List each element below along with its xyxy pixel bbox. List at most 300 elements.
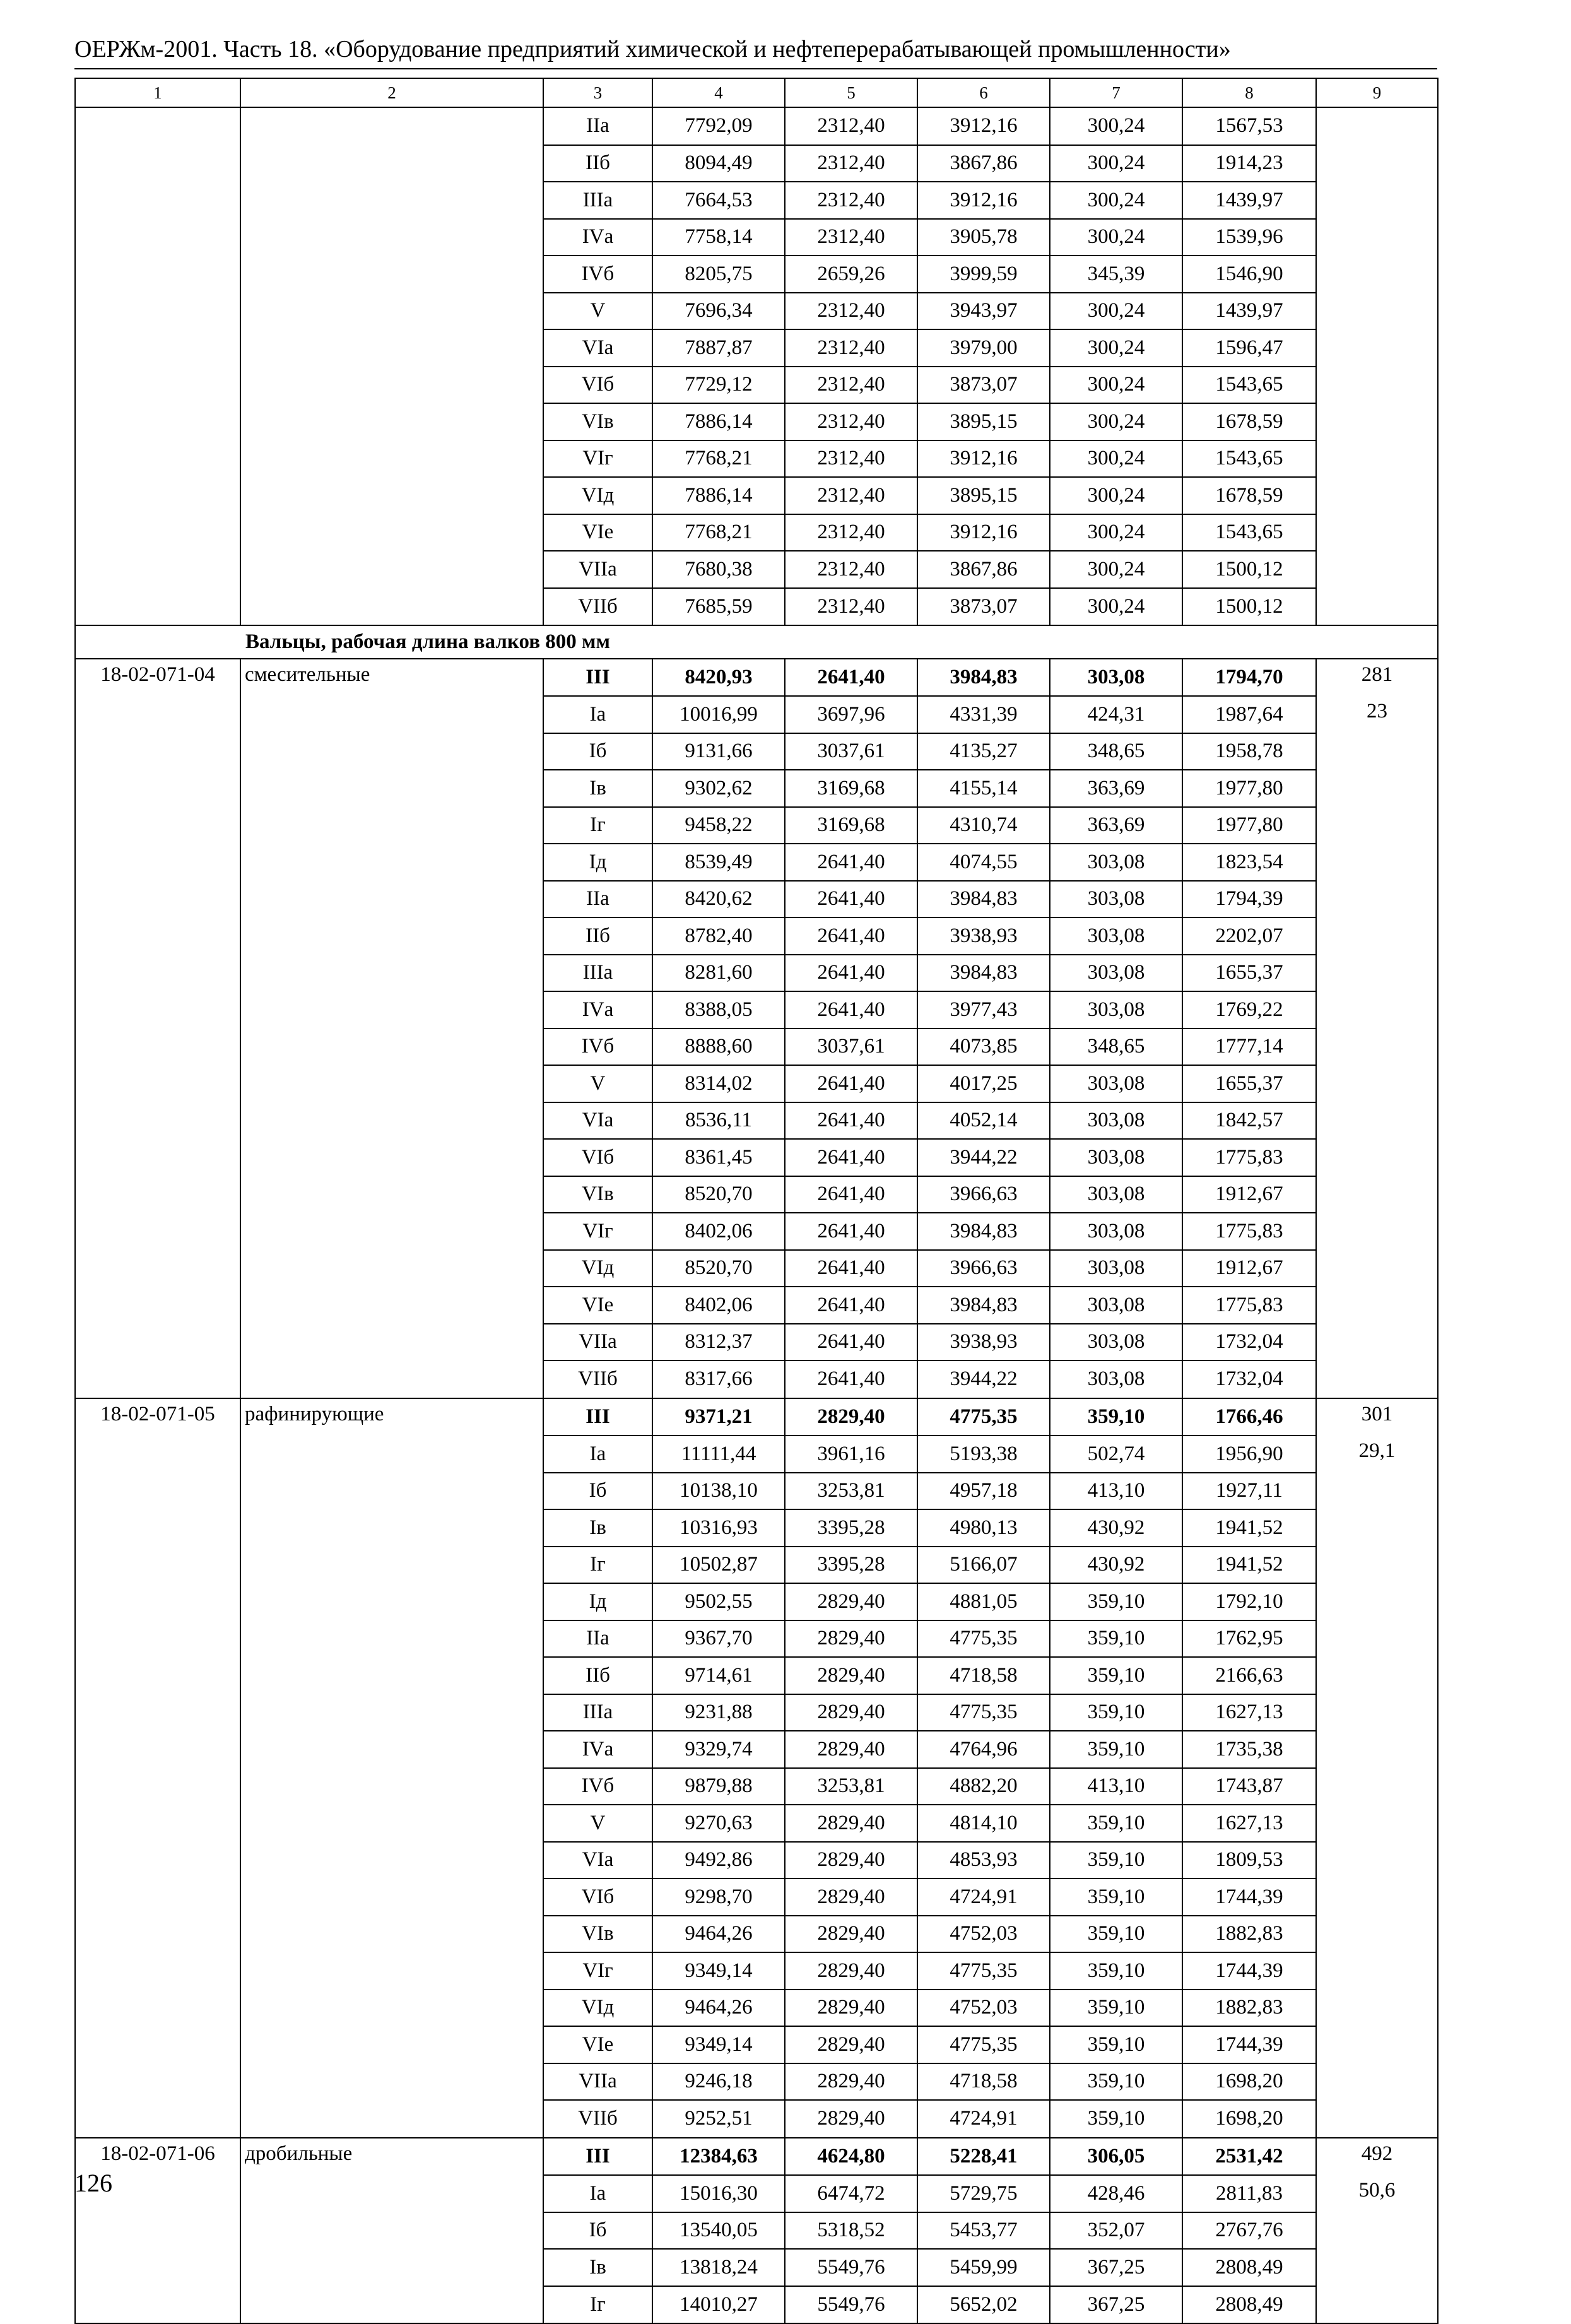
empty-cell bbox=[1316, 1102, 1438, 1140]
empty-cell bbox=[1316, 1139, 1438, 1176]
value-cell: 303,08 bbox=[1050, 955, 1182, 992]
value-cell: 502,74 bbox=[1050, 1436, 1182, 1473]
value-cell: 2641,40 bbox=[785, 659, 917, 697]
empty-cell bbox=[240, 1360, 543, 1398]
value-cell: 3697,96 bbox=[785, 696, 917, 733]
region-cell: VIб bbox=[543, 367, 652, 404]
table-row bbox=[75, 1842, 1438, 1879]
value-cell: 4310,74 bbox=[917, 807, 1050, 844]
value-cell: 4814,10 bbox=[917, 1805, 1050, 1842]
value-cell: 13540,05 bbox=[652, 2212, 785, 2250]
region-cell: IVа bbox=[543, 991, 652, 1029]
empty-cell bbox=[1316, 329, 1438, 367]
value-cell: 1439,97 bbox=[1182, 293, 1316, 330]
empty-cell bbox=[75, 1805, 240, 1842]
region-cell: VIв bbox=[543, 403, 652, 440]
empty-cell bbox=[240, 1250, 543, 1287]
value-cell: 1958,78 bbox=[1182, 733, 1316, 770]
value-cell: 3944,22 bbox=[917, 1139, 1050, 1176]
value-cell: 367,25 bbox=[1050, 2286, 1182, 2324]
value-cell: 3961,16 bbox=[785, 1436, 917, 1473]
value-cell: 1500,12 bbox=[1182, 588, 1316, 626]
value-cell: 3938,93 bbox=[917, 1324, 1050, 1361]
value-cell: 3169,68 bbox=[785, 770, 917, 807]
table-row bbox=[75, 2212, 1438, 2250]
empty-cell bbox=[240, 696, 543, 733]
value-cell: 4957,18 bbox=[917, 1473, 1050, 1510]
empty-cell bbox=[1316, 1250, 1438, 1287]
region-cell: VIа bbox=[543, 1102, 652, 1140]
value-cell: 359,10 bbox=[1050, 1952, 1182, 1990]
column-number: 7 bbox=[1050, 78, 1182, 107]
table-row bbox=[75, 1694, 1438, 1731]
empty-cell bbox=[75, 1250, 240, 1287]
table-row bbox=[75, 1139, 1438, 1176]
value-cell: 7758,14 bbox=[652, 219, 785, 256]
region-cell: Iв bbox=[543, 1509, 652, 1547]
value-cell: 1987,64 bbox=[1182, 696, 1316, 733]
region-cell: IIа bbox=[543, 881, 652, 918]
table-row bbox=[75, 844, 1438, 881]
value-cell: 1735,38 bbox=[1182, 1731, 1316, 1768]
value-cell: 428,46 bbox=[1050, 2175, 1182, 2212]
value-cell: 2312,40 bbox=[785, 293, 917, 330]
value-cell: 9464,26 bbox=[652, 1916, 785, 1953]
empty-cell bbox=[240, 256, 543, 293]
value-cell: 4752,03 bbox=[917, 1990, 1050, 2027]
table-row bbox=[75, 145, 1438, 182]
empty-cell bbox=[75, 107, 240, 145]
value-cell: 413,10 bbox=[1050, 1768, 1182, 1805]
value-cell: 8361,45 bbox=[652, 1139, 785, 1176]
empty-cell bbox=[240, 1657, 543, 1694]
empty-cell bbox=[1316, 107, 1438, 145]
value-cell: 1766,46 bbox=[1182, 1398, 1316, 1436]
value-cell: 10502,87 bbox=[652, 1547, 785, 1584]
region-cell: IIа bbox=[543, 1620, 652, 1658]
empty-cell bbox=[75, 917, 240, 955]
empty-cell bbox=[75, 733, 240, 770]
rates-table-body bbox=[75, 78, 1438, 2323]
value-cell: 5166,07 bbox=[917, 1547, 1050, 1584]
value-cell: 1543,65 bbox=[1182, 514, 1316, 552]
value-cell: 1809,53 bbox=[1182, 1842, 1316, 1879]
empty-cell bbox=[1316, 807, 1438, 844]
empty-cell bbox=[75, 991, 240, 1029]
value-cell: 9231,88 bbox=[652, 1694, 785, 1731]
empty-cell bbox=[1316, 1842, 1438, 1879]
empty-cell bbox=[1316, 1620, 1438, 1658]
empty-cell bbox=[75, 1065, 240, 1102]
value-cell: 4881,05 bbox=[917, 1583, 1050, 1620]
section-row bbox=[75, 625, 1438, 659]
value-cell: 300,24 bbox=[1050, 403, 1182, 440]
empty-cell bbox=[75, 955, 240, 992]
value-cell: 303,08 bbox=[1050, 1360, 1182, 1398]
region-cell: VIе bbox=[543, 514, 652, 552]
value-cell: 4980,13 bbox=[917, 1509, 1050, 1547]
value-cell: 9502,55 bbox=[652, 1583, 785, 1620]
value-cell: 9458,22 bbox=[652, 807, 785, 844]
table-row bbox=[75, 1213, 1438, 1250]
value-cell: 8281,60 bbox=[652, 955, 785, 992]
value-cell: 1439,97 bbox=[1182, 182, 1316, 219]
value-cell: 8205,75 bbox=[652, 256, 785, 293]
region-cell: Iг bbox=[543, 2286, 652, 2324]
region-cell: Iа bbox=[543, 1436, 652, 1473]
value-cell: 3912,16 bbox=[917, 440, 1050, 478]
region-cell: VIIа bbox=[543, 1324, 652, 1361]
value-cell: 300,24 bbox=[1050, 588, 1182, 626]
value-cell: 1732,04 bbox=[1182, 1324, 1316, 1361]
value-cell: 11111,44 bbox=[652, 1436, 785, 1473]
value-cell: 352,07 bbox=[1050, 2212, 1182, 2250]
value-cell: 303,08 bbox=[1050, 1139, 1182, 1176]
value-cell: 303,08 bbox=[1050, 844, 1182, 881]
region-cell: VIе bbox=[543, 2026, 652, 2063]
region-cell: VIд bbox=[543, 1990, 652, 2027]
value-cell: 8402,06 bbox=[652, 1213, 785, 1250]
empty-cell bbox=[240, 2026, 543, 2063]
value-cell: 300,24 bbox=[1050, 145, 1182, 182]
empty-cell bbox=[75, 1952, 240, 1990]
empty-cell bbox=[75, 1139, 240, 1176]
empty-cell bbox=[1316, 1176, 1438, 1213]
value-cell: 2641,40 bbox=[785, 1176, 917, 1213]
value-cell: 303,08 bbox=[1050, 1213, 1182, 1250]
value-cell: 1743,87 bbox=[1182, 1768, 1316, 1805]
value-cell: 8094,49 bbox=[652, 145, 785, 182]
region-cell: Iг bbox=[543, 807, 652, 844]
empty-cell bbox=[1316, 477, 1438, 514]
region-cell: Iа bbox=[543, 696, 652, 733]
value-cell: 3943,97 bbox=[917, 293, 1050, 330]
region-cell: VIв bbox=[543, 1176, 652, 1213]
empty-cell bbox=[75, 1213, 240, 1250]
table-row bbox=[75, 2026, 1438, 2063]
resource-cell: 23 bbox=[1316, 696, 1438, 733]
empty-cell bbox=[240, 1324, 543, 1361]
value-cell: 306,05 bbox=[1050, 2138, 1182, 2176]
empty-cell bbox=[240, 1583, 543, 1620]
value-cell: 9464,26 bbox=[652, 1990, 785, 2027]
value-cell: 359,10 bbox=[1050, 1731, 1182, 1768]
value-cell: 424,31 bbox=[1050, 696, 1182, 733]
value-cell: 1956,90 bbox=[1182, 1436, 1316, 1473]
value-cell: 9302,62 bbox=[652, 770, 785, 807]
value-cell: 5652,02 bbox=[917, 2286, 1050, 2324]
empty-cell bbox=[75, 588, 240, 626]
empty-cell bbox=[1316, 1694, 1438, 1731]
value-cell: 2829,40 bbox=[785, 1916, 917, 1953]
value-cell: 300,24 bbox=[1050, 477, 1182, 514]
value-cell: 8312,37 bbox=[652, 1324, 785, 1361]
empty-cell bbox=[75, 256, 240, 293]
table-row bbox=[75, 1620, 1438, 1658]
table-row bbox=[75, 1065, 1438, 1102]
value-cell: 2641,40 bbox=[785, 1102, 917, 1140]
value-cell: 3867,86 bbox=[917, 551, 1050, 588]
empty-cell bbox=[240, 733, 543, 770]
value-cell: 2829,40 bbox=[785, 1583, 917, 1620]
region-cell: IIб bbox=[543, 145, 652, 182]
empty-cell bbox=[1316, 256, 1438, 293]
value-cell: 4752,03 bbox=[917, 1916, 1050, 1953]
value-cell: 2829,40 bbox=[785, 1879, 917, 1916]
value-cell: 9349,14 bbox=[652, 1952, 785, 1990]
value-cell: 2641,40 bbox=[785, 917, 917, 955]
value-cell: 4775,35 bbox=[917, 2026, 1050, 2063]
region-cell: Iб bbox=[543, 2212, 652, 2250]
region-cell: IVб bbox=[543, 256, 652, 293]
value-cell: 2641,40 bbox=[785, 881, 917, 918]
empty-cell bbox=[75, 514, 240, 552]
value-cell: 3984,83 bbox=[917, 1213, 1050, 1250]
value-cell: 9131,66 bbox=[652, 733, 785, 770]
empty-cell bbox=[240, 514, 543, 552]
empty-cell bbox=[240, 440, 543, 478]
value-cell: 15016,30 bbox=[652, 2175, 785, 2212]
value-cell: 359,10 bbox=[1050, 1694, 1182, 1731]
empty-cell bbox=[240, 1768, 543, 1805]
value-cell: 3984,83 bbox=[917, 1287, 1050, 1324]
region-cell: VIIб bbox=[543, 588, 652, 626]
value-cell: 2312,40 bbox=[785, 329, 917, 367]
value-cell: 1941,52 bbox=[1182, 1509, 1316, 1547]
table-row bbox=[75, 1436, 1438, 1473]
value-cell: 4718,58 bbox=[917, 1657, 1050, 1694]
empty-cell bbox=[75, 1176, 240, 1213]
value-cell: 1977,80 bbox=[1182, 770, 1316, 807]
value-cell: 300,24 bbox=[1050, 107, 1182, 145]
value-cell: 4775,35 bbox=[917, 1694, 1050, 1731]
value-cell: 303,08 bbox=[1050, 991, 1182, 1029]
empty-cell bbox=[75, 1879, 240, 1916]
column-number: 9 bbox=[1316, 78, 1438, 107]
region-cell: Iд bbox=[543, 844, 652, 881]
region-cell: VIд bbox=[543, 477, 652, 514]
value-cell: 1769,22 bbox=[1182, 991, 1316, 1029]
value-cell: 4764,96 bbox=[917, 1731, 1050, 1768]
value-cell: 1546,90 bbox=[1182, 256, 1316, 293]
empty-cell bbox=[240, 917, 543, 955]
table-row bbox=[75, 219, 1438, 256]
empty-cell bbox=[75, 1842, 240, 1879]
empty-cell bbox=[1316, 293, 1438, 330]
region-cell: V bbox=[543, 1065, 652, 1102]
empty-cell bbox=[1316, 1213, 1438, 1250]
empty-cell bbox=[75, 807, 240, 844]
region-cell: V bbox=[543, 293, 652, 330]
empty-cell bbox=[75, 293, 240, 330]
value-cell: 5459,99 bbox=[917, 2249, 1050, 2286]
table-row bbox=[75, 2063, 1438, 2101]
value-cell: 3895,15 bbox=[917, 403, 1050, 440]
value-cell: 345,39 bbox=[1050, 256, 1182, 293]
table-row bbox=[75, 1176, 1438, 1213]
resource-cell: 492 bbox=[1316, 2138, 1438, 2176]
value-cell: 9270,63 bbox=[652, 1805, 785, 1842]
empty-cell bbox=[240, 2249, 543, 2286]
empty-cell bbox=[75, 2026, 240, 2063]
empty-cell bbox=[75, 2100, 240, 2138]
value-cell: 7680,38 bbox=[652, 551, 785, 588]
value-cell: 1732,04 bbox=[1182, 1360, 1316, 1398]
region-cell: VIв bbox=[543, 1916, 652, 1953]
empty-cell bbox=[1316, 145, 1438, 182]
region-cell: III bbox=[543, 2138, 652, 2176]
value-cell: 2641,40 bbox=[785, 1250, 917, 1287]
empty-cell bbox=[75, 1694, 240, 1731]
value-cell: 2808,49 bbox=[1182, 2249, 1316, 2286]
region-cell: IVб bbox=[543, 1029, 652, 1066]
empty-cell bbox=[240, 219, 543, 256]
table-row bbox=[75, 2249, 1438, 2286]
value-cell: 303,08 bbox=[1050, 917, 1182, 955]
value-cell: 5228,41 bbox=[917, 2138, 1050, 2176]
value-cell: 2641,40 bbox=[785, 1139, 917, 1176]
empty-cell bbox=[240, 1102, 543, 1140]
value-cell: 1775,83 bbox=[1182, 1287, 1316, 1324]
value-cell: 359,10 bbox=[1050, 1990, 1182, 2027]
region-cell: III bbox=[543, 659, 652, 697]
value-cell: 2829,40 bbox=[785, 1694, 917, 1731]
value-cell: 2829,40 bbox=[785, 1842, 917, 1879]
value-cell: 4882,20 bbox=[917, 1768, 1050, 1805]
empty-cell bbox=[75, 1731, 240, 1768]
value-cell: 1698,20 bbox=[1182, 2100, 1316, 2138]
value-cell: 4052,14 bbox=[917, 1102, 1050, 1140]
region-cell: VIд bbox=[543, 1250, 652, 1287]
table-row bbox=[75, 770, 1438, 807]
value-cell: 2641,40 bbox=[785, 1065, 917, 1102]
value-cell: 2829,40 bbox=[785, 1990, 917, 2027]
empty-cell bbox=[75, 551, 240, 588]
value-cell: 359,10 bbox=[1050, 2100, 1182, 2138]
value-cell: 3984,83 bbox=[917, 881, 1050, 918]
value-cell: 1775,83 bbox=[1182, 1213, 1316, 1250]
region-cell: VIIб bbox=[543, 1360, 652, 1398]
empty-cell bbox=[240, 1436, 543, 1473]
value-cell: 1678,59 bbox=[1182, 403, 1316, 440]
value-cell: 7768,21 bbox=[652, 514, 785, 552]
region-cell: IIIа bbox=[543, 955, 652, 992]
empty-cell bbox=[240, 182, 543, 219]
value-cell: 4775,35 bbox=[917, 1398, 1050, 1436]
value-cell: 2312,40 bbox=[785, 514, 917, 552]
empty-cell bbox=[1316, 733, 1438, 770]
value-cell: 1912,67 bbox=[1182, 1176, 1316, 1213]
empty-cell bbox=[75, 1473, 240, 1510]
table-row bbox=[75, 733, 1438, 770]
empty-cell bbox=[1316, 991, 1438, 1029]
value-cell: 1744,39 bbox=[1182, 2026, 1316, 2063]
value-cell: 2641,40 bbox=[785, 991, 917, 1029]
value-cell: 1627,13 bbox=[1182, 1805, 1316, 1842]
value-cell: 300,24 bbox=[1050, 440, 1182, 478]
empty-cell bbox=[1316, 770, 1438, 807]
resource-cell: 281 bbox=[1316, 659, 1438, 697]
column-number: 1 bbox=[75, 78, 240, 107]
value-cell: 430,92 bbox=[1050, 1509, 1182, 1547]
empty-cell bbox=[1316, 403, 1438, 440]
value-cell: 359,10 bbox=[1050, 1398, 1182, 1436]
name-cell: рафинирующие bbox=[240, 1398, 543, 1436]
empty-cell bbox=[75, 1768, 240, 1805]
value-cell: 8539,49 bbox=[652, 844, 785, 881]
table-row bbox=[75, 917, 1438, 955]
value-cell: 3873,07 bbox=[917, 367, 1050, 404]
table-row bbox=[75, 2286, 1438, 2324]
section-title: Вальцы, рабочая длина валков 800 мм bbox=[240, 625, 1438, 659]
empty-cell bbox=[75, 219, 240, 256]
value-cell: 2202,07 bbox=[1182, 917, 1316, 955]
column-number: 3 bbox=[543, 78, 652, 107]
value-cell: 300,24 bbox=[1050, 514, 1182, 552]
value-cell: 9329,74 bbox=[652, 1731, 785, 1768]
value-cell: 14010,27 bbox=[652, 2286, 785, 2324]
empty-cell bbox=[1316, 440, 1438, 478]
value-cell: 2659,26 bbox=[785, 256, 917, 293]
value-cell: 4724,91 bbox=[917, 1879, 1050, 1916]
empty-cell bbox=[240, 1731, 543, 1768]
empty-cell bbox=[1316, 1287, 1438, 1324]
value-cell: 300,24 bbox=[1050, 367, 1182, 404]
value-cell: 1794,70 bbox=[1182, 659, 1316, 697]
empty-cell bbox=[75, 2063, 240, 2101]
value-cell: 3253,81 bbox=[785, 1473, 917, 1510]
column-number: 8 bbox=[1182, 78, 1316, 107]
table-row bbox=[75, 1990, 1438, 2027]
empty-cell bbox=[1316, 588, 1438, 626]
value-cell: 2767,76 bbox=[1182, 2212, 1316, 2250]
value-cell: 1914,23 bbox=[1182, 145, 1316, 182]
empty-cell bbox=[240, 1879, 543, 1916]
empty-cell bbox=[75, 1657, 240, 1694]
value-cell: 7685,59 bbox=[652, 588, 785, 626]
value-cell: 3984,83 bbox=[917, 955, 1050, 992]
value-cell: 3867,86 bbox=[917, 145, 1050, 182]
table-row bbox=[75, 1916, 1438, 1953]
empty-cell bbox=[1316, 2063, 1438, 2101]
empty-cell bbox=[240, 293, 543, 330]
empty-cell bbox=[75, 1287, 240, 1324]
empty-cell bbox=[1316, 514, 1438, 552]
value-cell: 1543,65 bbox=[1182, 440, 1316, 478]
value-cell: 303,08 bbox=[1050, 1250, 1182, 1287]
value-cell: 2811,83 bbox=[1182, 2175, 1316, 2212]
value-cell: 9371,21 bbox=[652, 1398, 785, 1436]
value-cell: 2829,40 bbox=[785, 1731, 917, 1768]
table-row bbox=[75, 696, 1438, 733]
value-cell: 4331,39 bbox=[917, 696, 1050, 733]
empty-cell bbox=[1316, 881, 1438, 918]
value-cell: 1927,11 bbox=[1182, 1473, 1316, 1510]
value-cell: 1567,53 bbox=[1182, 107, 1316, 145]
value-cell: 5549,76 bbox=[785, 2249, 917, 2286]
table-row bbox=[75, 1731, 1438, 1768]
empty-cell bbox=[240, 2286, 543, 2324]
name-cell: дробильные bbox=[240, 2138, 543, 2176]
region-cell: IIа bbox=[543, 107, 652, 145]
value-cell: 8314,02 bbox=[652, 1065, 785, 1102]
empty-cell bbox=[240, 1473, 543, 1510]
table-row bbox=[75, 881, 1438, 918]
region-cell: IIб bbox=[543, 917, 652, 955]
value-cell: 363,69 bbox=[1050, 807, 1182, 844]
column-number: 2 bbox=[240, 78, 543, 107]
code-cell: 18-02-071-06 bbox=[75, 2138, 240, 2176]
